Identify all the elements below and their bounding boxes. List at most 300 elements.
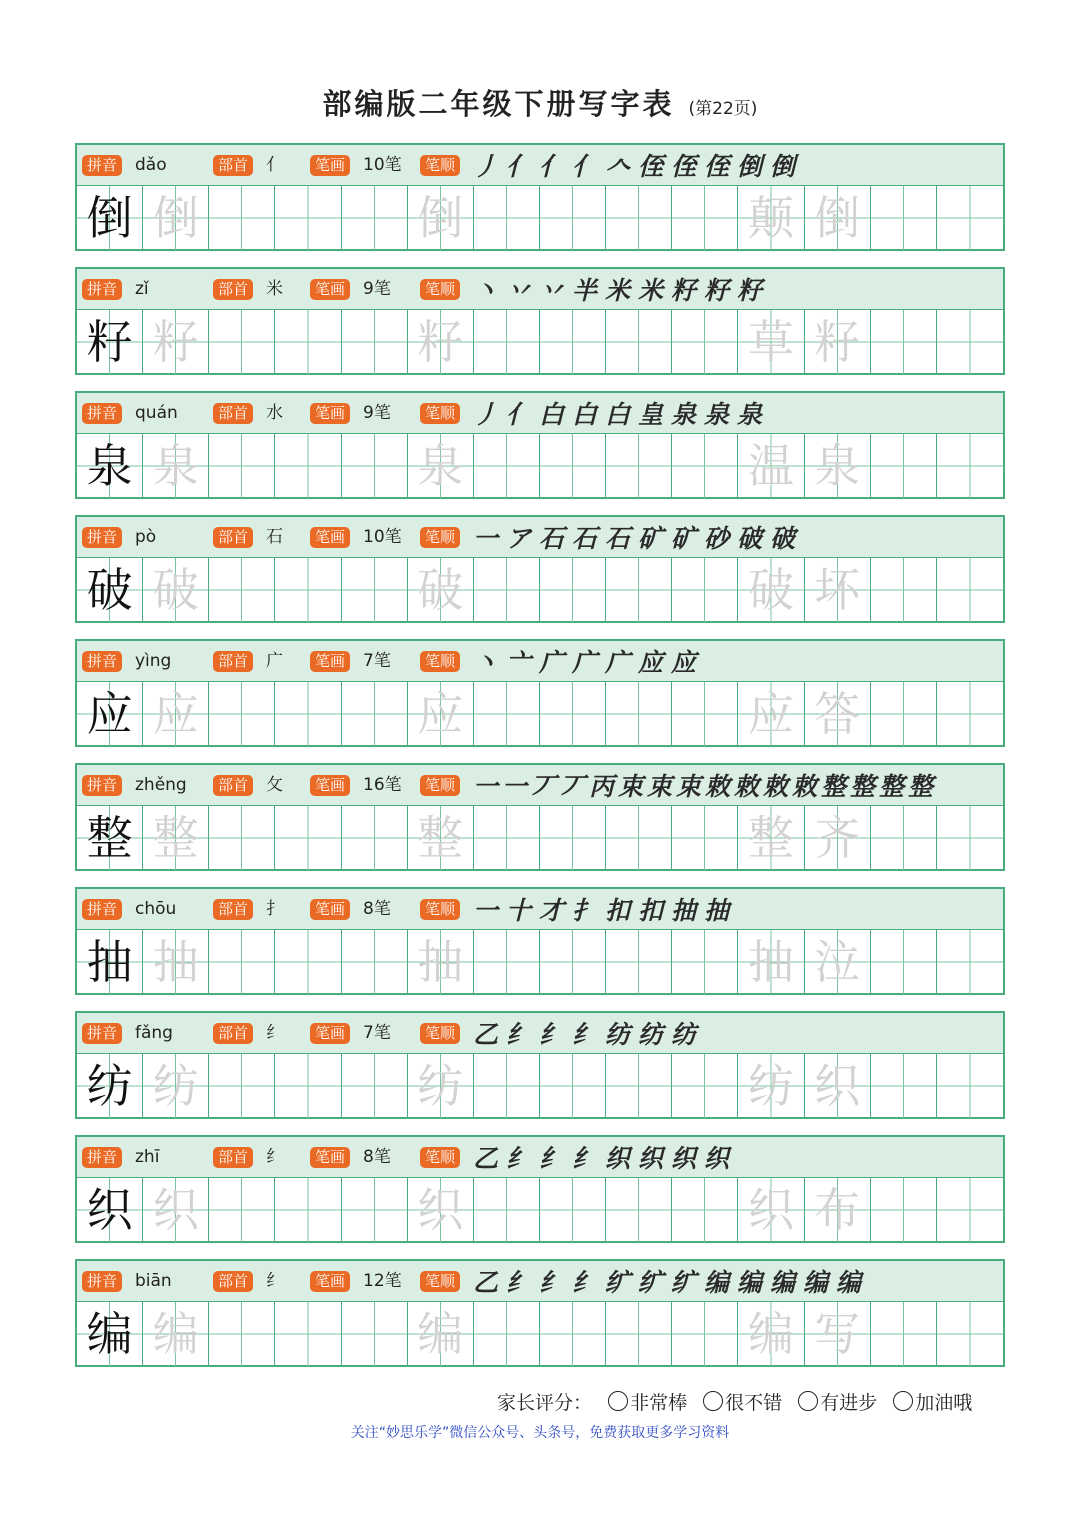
tianzige-cell xyxy=(738,434,804,498)
stroke-step: 才 xyxy=(539,896,565,925)
tianzige-cell[interactable] xyxy=(209,806,275,870)
stroke-step: 整 xyxy=(821,772,847,801)
tianzige-cell[interactable] xyxy=(672,1178,738,1242)
tianzige-cell[interactable] xyxy=(871,1178,937,1242)
tianzige-cell xyxy=(143,1054,209,1118)
tianzige-cell[interactable] xyxy=(540,806,606,870)
tianzige-cell xyxy=(805,1054,871,1118)
stroke-step: 侄 xyxy=(638,152,664,181)
char-block xyxy=(75,887,1005,995)
tianzige-cell xyxy=(738,930,804,994)
stroke-step: 破 xyxy=(737,524,763,553)
trace-character: 倒 xyxy=(417,191,464,245)
tianzige-cell xyxy=(738,1054,804,1118)
tianzige-cell xyxy=(77,1054,143,1118)
rating-radio-4[interactable] xyxy=(893,1391,913,1411)
tianzige-cell[interactable] xyxy=(540,1054,606,1118)
tianzige-cell[interactable] xyxy=(672,806,738,870)
stroke-step: 一 xyxy=(502,772,528,801)
model-character: 破 xyxy=(86,563,133,617)
word-trace-character: 应 xyxy=(747,687,794,741)
word-trace-character: 籽 xyxy=(814,315,861,369)
stroke-order-tag: 笔顺 xyxy=(420,155,460,176)
stroke-step: 丷 xyxy=(506,276,532,305)
tianzige-cell[interactable] xyxy=(342,806,408,870)
tianzige-cell[interactable] xyxy=(937,1178,1003,1242)
stroke-count-value: 7笔 xyxy=(363,651,391,671)
word-trace-character: 织 xyxy=(747,1183,794,1237)
stroke-step: 侄 xyxy=(704,152,730,181)
stroke-count-tag: 笔画 xyxy=(310,1023,350,1044)
tianzige-cell[interactable] xyxy=(606,1054,672,1118)
tianzige-cell xyxy=(738,558,804,622)
tianzige-cell[interactable] xyxy=(342,310,408,374)
stroke-step: 敕 xyxy=(734,772,760,801)
tianzige-cell[interactable] xyxy=(474,186,540,250)
tianzige-cell xyxy=(77,186,143,250)
char-block xyxy=(75,391,1005,499)
pinyin-tag: 拼音 xyxy=(82,279,122,300)
tianzige-cell[interactable] xyxy=(474,1302,540,1366)
model-character: 应 xyxy=(86,687,133,741)
stroke-order-sequence xyxy=(473,769,937,801)
model-character: 泉 xyxy=(86,439,133,493)
pinyin-value: chōu xyxy=(135,899,177,919)
pinyin-value: dǎo xyxy=(135,155,167,175)
rating-radio-3[interactable] xyxy=(798,1391,818,1411)
practice-grid xyxy=(77,1302,1003,1366)
stroke-order-tag: 笔顺 xyxy=(420,403,460,424)
tianzige-cell[interactable] xyxy=(540,434,606,498)
trace-character: 整 xyxy=(152,811,199,865)
tianzige-cell xyxy=(408,558,474,622)
stroke-step: 纟 xyxy=(506,1144,532,1173)
tianzige-cell xyxy=(805,186,871,250)
radical-value: 攵 xyxy=(266,775,283,795)
radical-tag: 部首 xyxy=(213,899,253,920)
tianzige-cell xyxy=(408,1178,474,1242)
tianzige-cell xyxy=(143,558,209,622)
radical-tag: 部首 xyxy=(213,403,253,424)
stroke-order-tag: 笔顺 xyxy=(420,775,460,796)
tianzige-cell[interactable] xyxy=(540,1302,606,1366)
tianzige-cell xyxy=(805,310,871,374)
word-trace-character: 泉 xyxy=(814,439,861,493)
stroke-step: 十 xyxy=(506,896,532,925)
model-character: 纺 xyxy=(86,1059,133,1113)
word-trace-character: 泣 xyxy=(814,935,861,989)
stroke-step: 纟 xyxy=(539,1144,565,1173)
pinyin-value: zǐ xyxy=(135,279,149,299)
stroke-step: 整 xyxy=(908,772,934,801)
pinyin-tag: 拼音 xyxy=(82,651,122,672)
char-info-header xyxy=(77,517,1003,558)
pinyin-value: pò xyxy=(135,527,157,547)
tianzige-cell[interactable] xyxy=(672,930,738,994)
tianzige-cell[interactable] xyxy=(342,930,408,994)
radical-value: 纟 xyxy=(266,1023,283,1043)
stroke-step: 广 xyxy=(539,648,565,677)
tianzige-cell[interactable] xyxy=(871,310,937,374)
tianzige-cell[interactable] xyxy=(342,682,408,746)
trace-character: 编 xyxy=(417,1307,464,1361)
char-info-header xyxy=(77,393,1003,434)
tianzige-cell xyxy=(738,1178,804,1242)
tianzige-cell xyxy=(805,682,871,746)
tianzige-cell[interactable] xyxy=(606,310,672,374)
stroke-step: 皇 xyxy=(638,400,664,429)
tianzige-cell[interactable] xyxy=(209,186,275,250)
radical-tag: 部首 xyxy=(213,527,253,548)
tianzige-cell[interactable] xyxy=(606,682,672,746)
stroke-step: 纩 xyxy=(605,1268,631,1297)
tianzige-cell xyxy=(738,1302,804,1366)
stroke-step: 丆 xyxy=(560,772,586,801)
pinyin-value: zhěng xyxy=(135,775,187,795)
tianzige-cell xyxy=(408,310,474,374)
stroke-step: ア xyxy=(506,524,532,553)
stroke-step: 一 xyxy=(473,772,499,801)
stroke-order-sequence xyxy=(473,397,770,429)
stroke-order-sequence xyxy=(473,149,803,181)
tianzige-cell[interactable] xyxy=(474,310,540,374)
tianzige-cell[interactable] xyxy=(937,558,1003,622)
stroke-step: 泉 xyxy=(704,400,730,429)
stroke-step: 一 xyxy=(473,896,499,925)
tianzige-cell[interactable] xyxy=(871,682,937,746)
stroke-step: 矿 xyxy=(638,524,664,553)
trace-character: 籽 xyxy=(152,315,199,369)
tianzige-cell[interactable] xyxy=(474,434,540,498)
tianzige-cell xyxy=(143,186,209,250)
tianzige-cell[interactable] xyxy=(937,434,1003,498)
stroke-step: 石 xyxy=(539,524,565,553)
trace-character: 破 xyxy=(417,563,464,617)
tianzige-cell[interactable] xyxy=(937,806,1003,870)
stroke-order-tag: 笔顺 xyxy=(420,1147,460,1168)
tianzige-cell[interactable] xyxy=(209,1178,275,1242)
pinyin-value: quán xyxy=(135,403,178,423)
stroke-step: 泉 xyxy=(737,400,763,429)
stroke-step: 丿 xyxy=(473,152,499,181)
radical-tag: 部首 xyxy=(213,1147,253,1168)
tianzige-cell[interactable] xyxy=(474,806,540,870)
char-info-header xyxy=(77,765,1003,806)
trace-character: 泉 xyxy=(417,439,464,493)
tianzige-cell xyxy=(805,1178,871,1242)
tianzige-cell[interactable] xyxy=(275,682,341,746)
trace-character: 整 xyxy=(417,811,464,865)
radical-value: 纟 xyxy=(266,1271,283,1291)
word-trace-character: 编 xyxy=(747,1307,794,1361)
tianzige-cell[interactable] xyxy=(672,434,738,498)
trace-character: 抽 xyxy=(417,935,464,989)
tianzige-cell[interactable] xyxy=(209,1054,275,1118)
pinyin-tag: 拼音 xyxy=(82,403,122,424)
trace-character: 籽 xyxy=(417,315,464,369)
trace-character: 泉 xyxy=(152,439,199,493)
tianzige-cell[interactable] xyxy=(672,682,738,746)
tianzige-cell[interactable] xyxy=(342,1054,408,1118)
stroke-step: 倒 xyxy=(770,152,796,181)
stroke-step: 纟 xyxy=(572,1268,598,1297)
tianzige-cell[interactable] xyxy=(937,930,1003,994)
stroke-order-tag: 笔顺 xyxy=(420,1023,460,1044)
tianzige-cell xyxy=(143,682,209,746)
pinyin-value: biān xyxy=(135,1271,172,1291)
tianzige-cell[interactable] xyxy=(275,930,341,994)
stroke-step: 亻 xyxy=(572,152,598,181)
stroke-step: 纟 xyxy=(572,1144,598,1173)
tianzige-cell[interactable] xyxy=(209,930,275,994)
tianzige-cell[interactable] xyxy=(540,186,606,250)
tianzige-cell[interactable] xyxy=(871,1054,937,1118)
parent-rating xyxy=(497,1388,972,1415)
tianzige-cell xyxy=(408,806,474,870)
tianzige-cell[interactable] xyxy=(871,930,937,994)
stroke-step: 石 xyxy=(572,524,598,553)
stroke-order-tag: 笔顺 xyxy=(420,279,460,300)
radical-value: 纟 xyxy=(266,1147,283,1167)
stroke-step: 纟 xyxy=(572,1020,598,1049)
tianzige-cell[interactable] xyxy=(209,558,275,622)
stroke-count-value: 10笔 xyxy=(363,155,402,175)
stroke-step: 籽 xyxy=(671,276,697,305)
tianzige-cell[interactable] xyxy=(606,1178,672,1242)
tianzige-cell[interactable] xyxy=(474,930,540,994)
char-block xyxy=(75,1259,1005,1367)
word-trace-character: 纺 xyxy=(747,1059,794,1113)
tianzige-cell[interactable] xyxy=(672,558,738,622)
model-character: 倒 xyxy=(86,191,133,245)
practice-grid xyxy=(77,1054,1003,1118)
tianzige-cell xyxy=(805,434,871,498)
tianzige-cell[interactable] xyxy=(606,806,672,870)
tianzige-cell[interactable] xyxy=(672,1054,738,1118)
radical-value: 水 xyxy=(266,403,283,423)
trace-character: 纺 xyxy=(417,1059,464,1113)
tianzige-cell[interactable] xyxy=(474,682,540,746)
stroke-step: 抽 xyxy=(671,896,697,925)
pinyin-tag: 拼音 xyxy=(82,527,122,548)
word-trace-character: 答 xyxy=(814,687,861,741)
tianzige-cell[interactable] xyxy=(937,186,1003,250)
tianzige-cell xyxy=(738,806,804,870)
tianzige-cell[interactable] xyxy=(209,310,275,374)
model-character: 织 xyxy=(86,1183,133,1237)
word-trace-character: 破 xyxy=(747,563,794,617)
stroke-step: 整 xyxy=(850,772,876,801)
tianzige-cell xyxy=(738,186,804,250)
tianzige-cell xyxy=(77,1302,143,1366)
stroke-step: 编 xyxy=(770,1268,796,1297)
tianzige-cell[interactable] xyxy=(342,186,408,250)
practice-grid xyxy=(77,434,1003,498)
rating-radio-2[interactable] xyxy=(703,1391,723,1411)
tianzige-cell[interactable] xyxy=(342,1178,408,1242)
stroke-step: 亻 xyxy=(539,152,565,181)
tianzige-cell[interactable] xyxy=(672,1302,738,1366)
tianzige-cell[interactable] xyxy=(606,1302,672,1366)
model-character: 整 xyxy=(86,811,133,865)
stroke-count-value: 9笔 xyxy=(363,403,391,423)
stroke-step: 乙 xyxy=(473,1144,499,1173)
stroke-step: 纺 xyxy=(605,1020,631,1049)
tianzige-cell[interactable] xyxy=(540,930,606,994)
tianzige-cell[interactable] xyxy=(209,1302,275,1366)
stroke-step: 敕 xyxy=(705,772,731,801)
stroke-step: 纺 xyxy=(638,1020,664,1049)
tianzige-cell[interactable] xyxy=(937,1054,1003,1118)
practice-grid xyxy=(77,558,1003,622)
stroke-step: 敕 xyxy=(763,772,789,801)
pinyin-tag: 拼音 xyxy=(82,1023,122,1044)
tianzige-cell[interactable] xyxy=(209,682,275,746)
pinyin-value: zhī xyxy=(135,1147,160,1167)
stroke-count-value: 8笔 xyxy=(363,1147,391,1167)
tianzige-cell[interactable] xyxy=(474,1178,540,1242)
tianzige-cell[interactable] xyxy=(275,558,341,622)
trace-character: 织 xyxy=(417,1183,464,1237)
stroke-step: 扣 xyxy=(605,896,631,925)
word-trace-character: 坏 xyxy=(814,563,861,617)
tianzige-cell[interactable] xyxy=(871,558,937,622)
stroke-step: 织 xyxy=(605,1144,631,1173)
tianzige-cell xyxy=(77,1178,143,1242)
radical-tag: 部首 xyxy=(213,279,253,300)
tianzige-cell[interactable] xyxy=(540,310,606,374)
practice-grid xyxy=(77,806,1003,870)
stroke-step: 纟 xyxy=(539,1020,565,1049)
tianzige-cell[interactable] xyxy=(275,1054,341,1118)
stroke-count-tag: 笔画 xyxy=(310,1147,350,1168)
tianzige-cell[interactable] xyxy=(275,1178,341,1242)
tianzige-cell[interactable] xyxy=(342,558,408,622)
stroke-count-tag: 笔画 xyxy=(310,775,350,796)
char-block xyxy=(75,515,1005,623)
tianzige-cell[interactable] xyxy=(672,186,738,250)
stroke-step: 束 xyxy=(676,772,702,801)
tianzige-cell[interactable] xyxy=(474,1054,540,1118)
stroke-count-value: 10笔 xyxy=(363,527,402,547)
stroke-step: 半 xyxy=(572,276,598,305)
tianzige-cell[interactable] xyxy=(275,186,341,250)
tianzige-cell[interactable] xyxy=(209,434,275,498)
tianzige-cell[interactable] xyxy=(540,1178,606,1242)
tianzige-cell[interactable] xyxy=(540,558,606,622)
tianzige-cell[interactable] xyxy=(937,682,1003,746)
pinyin-tag: 拼音 xyxy=(82,1271,122,1292)
tianzige-cell[interactable] xyxy=(871,434,937,498)
stroke-step: 丿 xyxy=(473,400,499,429)
stroke-count-tag: 笔画 xyxy=(310,527,350,548)
tianzige-cell[interactable] xyxy=(606,558,672,622)
tianzige-cell xyxy=(77,434,143,498)
pinyin-value: yìng xyxy=(135,651,172,671)
stroke-step: 广 xyxy=(605,648,631,677)
char-info-header xyxy=(77,1013,1003,1054)
word-trace-character: 草 xyxy=(747,315,794,369)
stroke-order-tag: 笔顺 xyxy=(420,899,460,920)
tianzige-cell[interactable] xyxy=(342,434,408,498)
stroke-order-sequence xyxy=(473,273,770,305)
stroke-order-tag: 笔顺 xyxy=(420,651,460,672)
tianzige-cell[interactable] xyxy=(342,1302,408,1366)
stroke-step: 𠆢 xyxy=(605,152,631,181)
stroke-step: 丶 xyxy=(473,648,499,677)
char-block xyxy=(75,1011,1005,1119)
stroke-step: 一 xyxy=(473,524,499,553)
stroke-step: 扣 xyxy=(638,896,664,925)
tianzige-cell[interactable] xyxy=(606,186,672,250)
footer-note: 关注“妙思乐学”微信公众号、头条号，免费获取更多学习资料 xyxy=(350,1425,730,1441)
tianzige-cell xyxy=(77,682,143,746)
char-info-header xyxy=(77,889,1003,930)
tianzige-cell[interactable] xyxy=(937,1302,1003,1366)
tianzige-cell[interactable] xyxy=(937,310,1003,374)
tianzige-cell[interactable] xyxy=(871,806,937,870)
stroke-step: 织 xyxy=(671,1144,697,1173)
page-title: 部编版二年级下册写字表 xyxy=(322,87,675,121)
tianzige-cell[interactable] xyxy=(275,806,341,870)
stroke-step: 矿 xyxy=(671,524,697,553)
stroke-step: 亻 xyxy=(506,152,532,181)
trace-character: 编 xyxy=(152,1307,199,1361)
model-character: 编 xyxy=(86,1307,133,1361)
stroke-order-sequence xyxy=(473,1017,704,1049)
char-block xyxy=(75,143,1005,251)
trace-character: 倒 xyxy=(152,191,199,245)
tianzige-cell xyxy=(143,930,209,994)
stroke-step: 石 xyxy=(605,524,631,553)
tianzige-cell[interactable] xyxy=(540,682,606,746)
trace-character: 织 xyxy=(152,1183,199,1237)
stroke-step: 束 xyxy=(647,772,673,801)
stroke-step: 广 xyxy=(572,648,598,677)
tianzige-cell[interactable] xyxy=(871,186,937,250)
stroke-step: 应 xyxy=(671,648,697,677)
tianzige-cell xyxy=(408,186,474,250)
stroke-step: 米 xyxy=(638,276,664,305)
tianzige-cell[interactable] xyxy=(275,310,341,374)
rating-option-4: 加油哦 xyxy=(915,1392,973,1414)
stroke-count-tag: 笔画 xyxy=(310,279,350,300)
stroke-step: 应 xyxy=(638,648,664,677)
stroke-step: 丆 xyxy=(531,772,557,801)
tianzige-cell xyxy=(805,930,871,994)
tianzige-cell[interactable] xyxy=(275,434,341,498)
rating-radio-1[interactable] xyxy=(608,1391,628,1411)
stroke-step: 倒 xyxy=(737,152,763,181)
stroke-step: 编 xyxy=(836,1268,862,1297)
tianzige-cell[interactable] xyxy=(474,558,540,622)
stroke-step: 泉 xyxy=(671,400,697,429)
tianzige-cell[interactable] xyxy=(871,1302,937,1366)
pinyin-tag: 拼音 xyxy=(82,899,122,920)
stroke-count-value: 7笔 xyxy=(363,1023,391,1043)
char-info-header xyxy=(77,145,1003,186)
tianzige-cell[interactable] xyxy=(606,930,672,994)
radical-value: 亻 xyxy=(266,155,283,175)
tianzige-cell xyxy=(77,806,143,870)
model-character: 籽 xyxy=(86,315,133,369)
trace-character: 抽 xyxy=(152,935,199,989)
stroke-count-tag: 笔画 xyxy=(310,1271,350,1292)
radical-value: 广 xyxy=(266,651,283,671)
tianzige-cell[interactable] xyxy=(275,1302,341,1366)
tianzige-cell[interactable] xyxy=(606,434,672,498)
tianzige-cell[interactable] xyxy=(672,310,738,374)
